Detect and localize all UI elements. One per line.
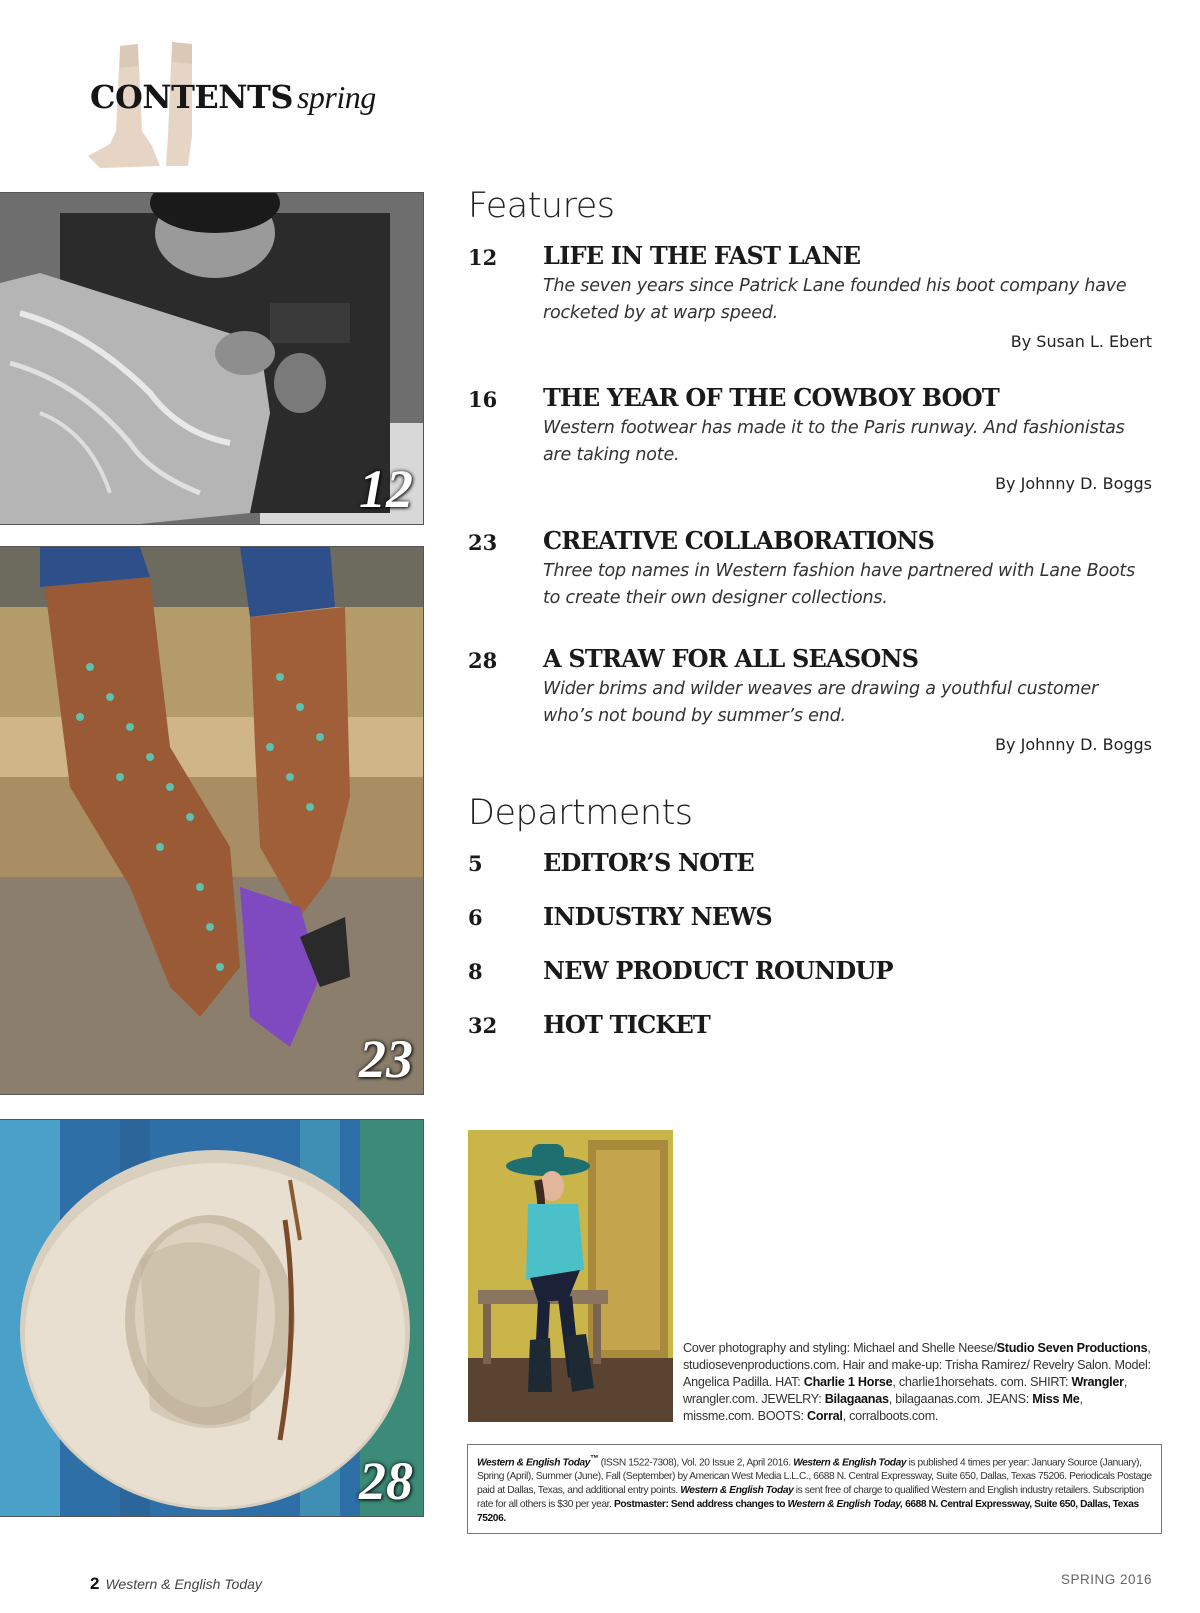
feature-byline: By Susan L. Ebert: [1010, 332, 1152, 351]
department-title[interactable]: INDUSTRY NEWS: [543, 902, 772, 931]
feature-byline: By Johnny D. Boggs: [995, 474, 1152, 493]
department-title[interactable]: NEW PRODUCT ROUNDUP: [543, 956, 893, 985]
feature-description: The seven years since Patrick Lane founded his boot company have rocketed by at warp speed.: [543, 276, 1127, 323]
department-title[interactable]: HOT TICKET: [543, 1010, 710, 1039]
cover-model-illustration: [468, 1130, 673, 1422]
department-page-number: 5: [468, 851, 483, 876]
department-page-number: 8: [468, 959, 483, 984]
department-entry[interactable]: [468, 848, 1152, 884]
department-entry[interactable]: [468, 956, 1152, 992]
pub-text: is sent free of charge to qualified Western and English industry retailers. Subscription rate for all others is $30 per year.: [477, 1485, 1144, 1511]
feature-title[interactable]: CREATIVE COLLABORATIONS: [543, 526, 935, 555]
contents-label: CONTENTS: [90, 78, 293, 116]
feature-page-number: 12: [468, 245, 498, 270]
season-label: spring: [296, 79, 376, 115]
departments-heading: Departments: [468, 793, 693, 833]
department-page-number: 6: [468, 905, 483, 930]
credit-text: , bilagaanas.com. JEANS:: [888, 1392, 1033, 1406]
feature-page-number: 16: [468, 387, 498, 412]
department-entry[interactable]: [468, 902, 1152, 938]
feature-page-number: 23: [468, 530, 498, 555]
footer-folio: [90, 1574, 262, 1594]
footer-issue: SPRING 2016: [1060, 1572, 1152, 1587]
postmaster-notice: Postmaster: Send address changes to: [613, 1499, 788, 1511]
studded-boots-illustration: [0, 547, 423, 1094]
pub-text: (ISSN 1522-7308), Vol. 20 Issue 2, April 2016.: [598, 1457, 794, 1469]
credit-text: , missme.com. BOOTS:: [683, 1392, 1083, 1423]
credit-studio: Studio Seven Productions: [996, 1341, 1148, 1355]
credit-jewelry-brand: Bilagaanas: [824, 1392, 889, 1406]
feature-title[interactable]: A STRAW FOR ALL SEASONS: [543, 644, 919, 673]
page-title: [90, 78, 376, 116]
credit-text: , studiosevenproductions.com. Hair and make-up: Trisha Ramirez/ Revelry Salon. Model: Angelica Padilla. HAT:: [683, 1341, 1151, 1389]
postmaster-address: 6688 N. Central Expressway, Suite 650, Dallas, Texas 75206.: [477, 1499, 1139, 1525]
feature-entry[interactable]: [468, 383, 1152, 493]
credit-text: Cover photography and styling: Michael and Shelle Neese/: [683, 1341, 997, 1355]
feature-entry[interactable]: [468, 644, 1152, 754]
publication-info-box: [467, 1444, 1162, 1534]
feature-entry[interactable]: [468, 526, 1152, 616]
magazine-name: Western & English Today: [680, 1485, 794, 1497]
credit-text: , corralboots.com.: [842, 1409, 939, 1423]
photo-studded-boots: [0, 546, 424, 1095]
department-entry[interactable]: [468, 1010, 1152, 1046]
feature-page-number: 28: [468, 648, 498, 673]
photo-straw-hat: [0, 1119, 424, 1517]
credit-boots-brand: Corral: [807, 1409, 843, 1423]
feature-description: Western footwear has made it to the Paris runway. And fashionistas are taking note.: [543, 418, 1125, 465]
credit-jeans-brand: Miss Me: [1032, 1392, 1080, 1406]
cover-credits: [683, 1340, 1153, 1425]
feature-entry[interactable]: [468, 241, 1152, 351]
department-page-number: 32: [468, 1013, 498, 1038]
department-title[interactable]: EDITOR’S NOTE: [543, 848, 754, 877]
magazine-name: Western & English Today: [793, 1457, 907, 1469]
trademark-symbol: ™: [590, 1453, 599, 1463]
feature-description: Three top names in Western fashion have partnered with Lane Boots to create their own designer collections.: [543, 561, 1135, 608]
photo-bootmaker: [0, 192, 424, 525]
photo-page-number: 28: [359, 1451, 413, 1511]
feature-title[interactable]: THE YEAR OF THE COWBOY BOOT: [543, 383, 999, 412]
features-heading: Features: [468, 186, 615, 226]
magazine-name: Western & English Today: [477, 1457, 591, 1469]
credit-shirt-brand: Wrangler: [1071, 1375, 1124, 1389]
cover-photo: [468, 1130, 673, 1422]
footer-magazine-name: Western & English Today: [105, 1576, 262, 1592]
credit-text: , charlie1horsehats. com. SHIRT:: [892, 1375, 1072, 1389]
pub-text: is published 4 times per year: January Source (January), Spring (April), Summer (June), Fall (September) by American West Media L.L.C., 6688 N. Central Expressway, Suite 650, Dallas, Texas 75206. Periodicals Postage paid at Dallas, Texas, and additional entry points.: [477, 1457, 1152, 1497]
photo-page-number: 12: [359, 459, 413, 519]
footer-page-number: 2: [90, 1574, 100, 1593]
photo-page-number: 23: [359, 1029, 413, 1089]
feature-title[interactable]: LIFE IN THE FAST LANE: [543, 241, 861, 270]
credit-text: , wrangler.com. JEWELRY:: [683, 1375, 1128, 1406]
magazine-name: Western & English Today,: [787, 1499, 903, 1511]
credit-hat-brand: Charlie 1 Horse: [803, 1375, 893, 1389]
feature-byline: By Johnny D. Boggs: [995, 735, 1152, 754]
feature-description: Wider brims and wilder weaves are drawing a youthful customer who’s not bound by summer’s end.: [543, 679, 1098, 726]
